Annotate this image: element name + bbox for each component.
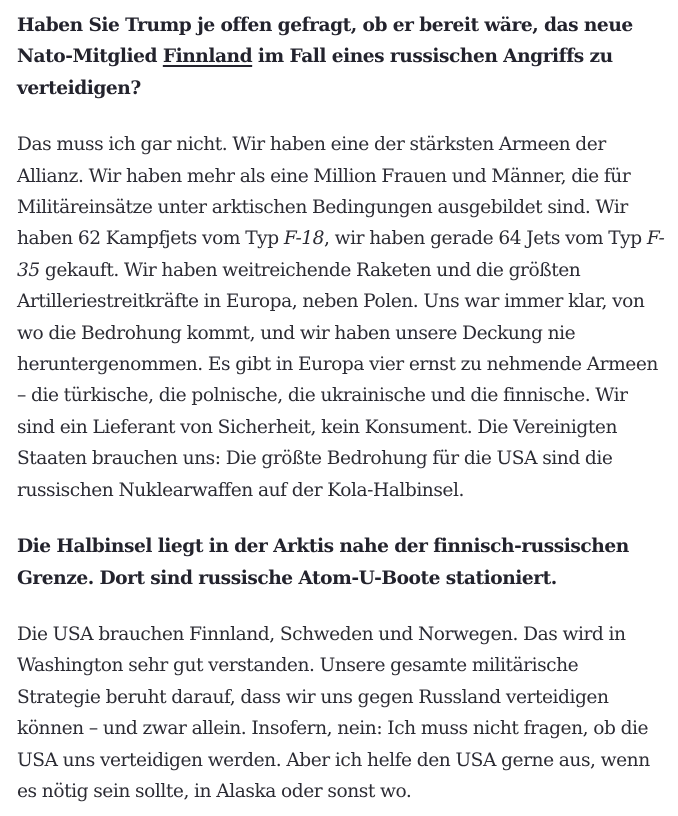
jet-type-f35: F-35 — [17, 228, 665, 281]
interview-answer-2: Die USA brauchen Finnland, Schweden und Norwegen. Das wird in Washington sehr gut verstanden. Unsere gesamte militärische Strategie beruht darauf, dass wir uns gegen Russland verteidigen können – und zwar allein. Insofern, nein: Ich muss nicht fragen, ob die USA uns verteidigen werden. Aber ich helfe den USA gerne aus, wenn es nötig sein sollte, in Alaska oder sonst wo. — [17, 623, 650, 802]
answer-1-text-part-3: gekauft. Wir haben weitreichende Raketen und die größten Artilleriestreitkräfte in Europa, neben Polen. Uns war immer klar, von wo die Bedrohung kommt, und wir haben unsere Deckung nie heruntergenommen. Es gibt in Europa vier ernst zu nehmende Armeen – die türkische, die polnische, die ukrainische und die finnische. Wir sind ein Lieferant von Sicherheit, kein Konsument. Die Vereinigten Staaten brauchen uns: Die größte Bedrohung für die USA sind die russischen Nuklearwaffen auf der Kola-Halbinsel. — [17, 259, 658, 501]
interview-question-2: Die Halbinsel liegt in der Arktis nahe der finnisch-russischen Grenze. Dort sind russische Atom-U-Boote stationiert. — [17, 536, 629, 589]
interview-answer-1 — [17, 129, 665, 506]
paragraph-spacer — [17, 104, 665, 129]
answer-1-text-part-1: Das muss ich gar nicht. Wir haben eine der stärksten Armeen der Allianz. Wir haben mehr als eine Million Frauen und Männer, die für Militäreinsätze unter arktischen Bedingungen ausgebildet sind. Wir haben 62 Kampfjets vom Typ — [17, 134, 631, 250]
paragraph-spacer — [17, 594, 665, 619]
question-1-text-end: im Fall eines russischen Angriffs zu verteidigen? — [17, 46, 613, 99]
jet-type-f18: F-18 — [283, 228, 325, 250]
finnland-link[interactable]: Finnland — [162, 46, 253, 68]
question-1-text-start: Haben Sie Trump je offen gefragt, ob er bereit wäre, das neue Nato-Mitglied — [17, 15, 633, 68]
answer-1-text-part-2: , wir haben gerade 64 Jets vom Typ — [324, 228, 647, 250]
article-body — [17, 10, 665, 807]
paragraph-spacer — [17, 506, 665, 531]
interview-question-1 — [17, 10, 665, 104]
